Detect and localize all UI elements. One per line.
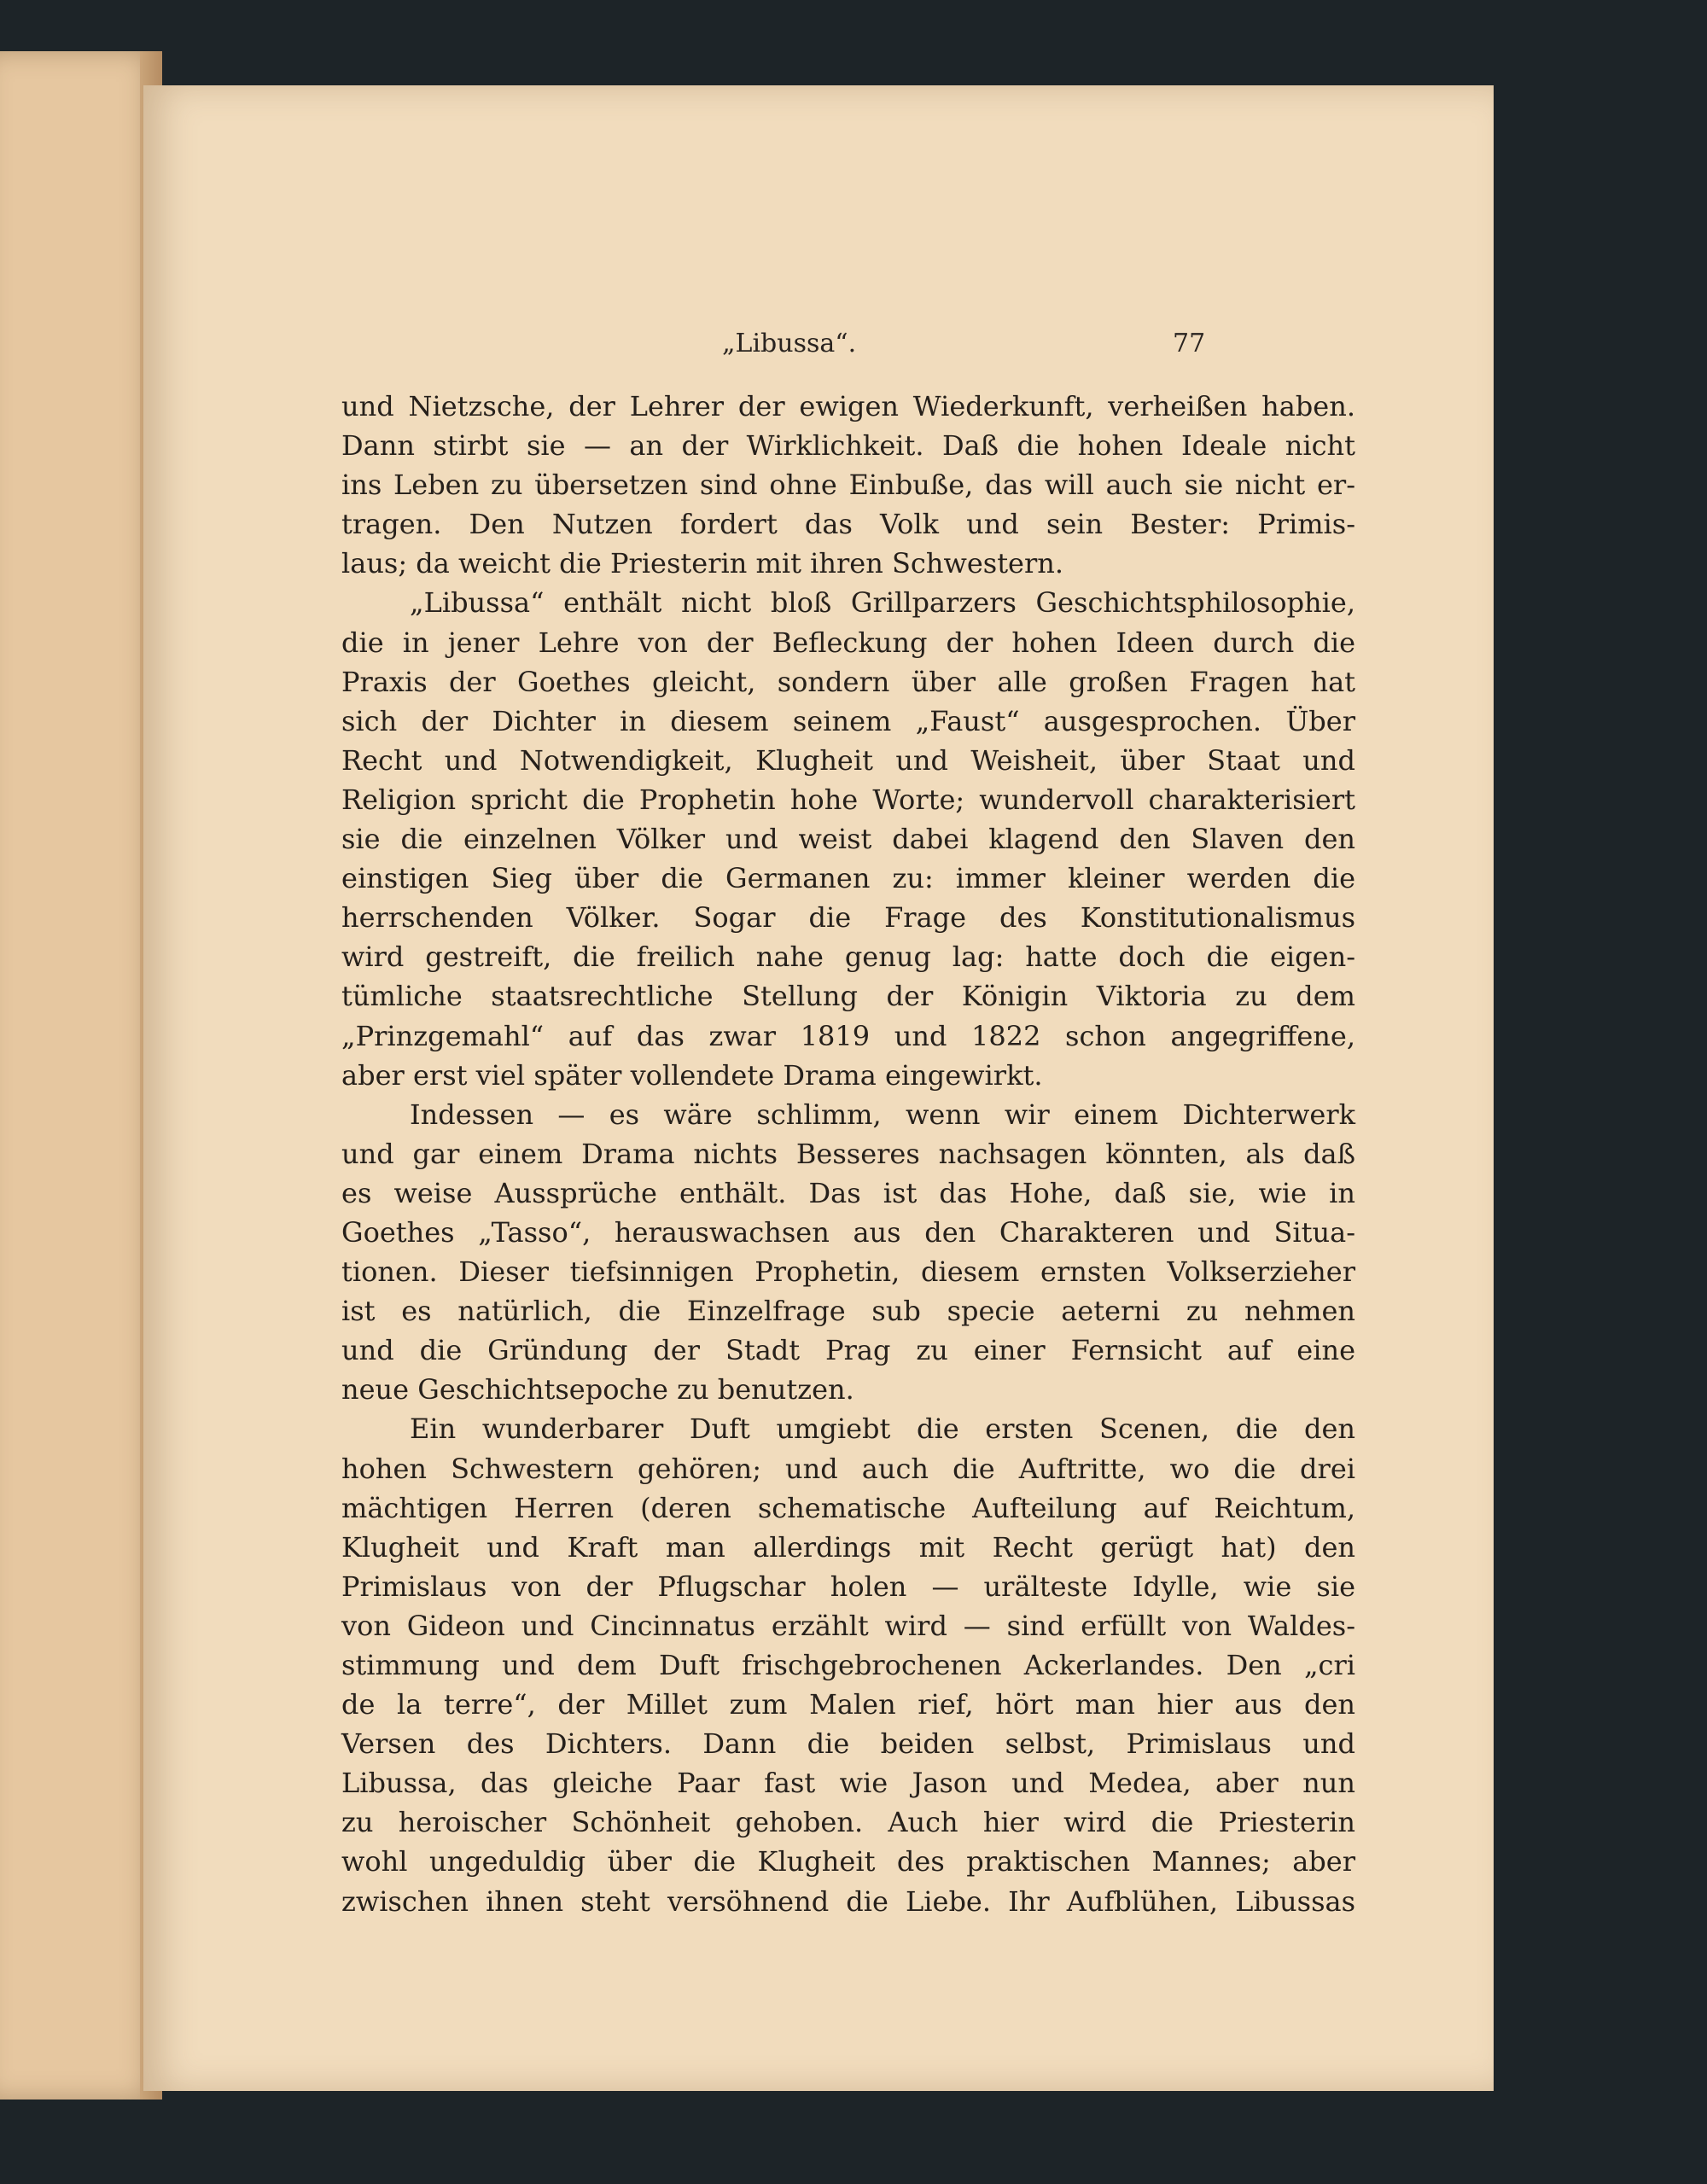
text-line: Dann stirbt sie — an der Wirklichkeit. Daß die hohen Ideale nicht xyxy=(341,429,1355,463)
paragraph-2 xyxy=(341,583,1355,1094)
text-line: Klugheit und Kraft man allerdings mit Recht gerügt hat) den xyxy=(341,1530,1355,1564)
text-line: Ein wunderbarer Duft umgiebt die ersten Scenen, die den xyxy=(410,1412,1355,1446)
page-number: 77 xyxy=(1173,329,1206,358)
text-line: Religion spricht die Prophetin hohe Worte; wundervoll charakterisiert xyxy=(341,783,1355,816)
text-line: neue Geschichtsepoche zu benutzen. xyxy=(341,1373,854,1406)
text-line: ist es natürlich, die Einzelfrage sub specie aeterni zu nehmen xyxy=(341,1295,1355,1328)
paragraph-1 xyxy=(341,387,1355,583)
body-text xyxy=(341,387,1355,1921)
running-title: „Libussa“. xyxy=(722,329,857,358)
text-line: Versen des Dichters. Dann die beiden selbst, Primislaus und xyxy=(341,1727,1355,1761)
text-line: wird gestreift, die freilich nahe genug lag: hatte doch die eigen- xyxy=(341,941,1355,974)
text-line: von Gideon und Cincinnatus erzählt wird — sind erfüllt von Waldes- xyxy=(341,1609,1355,1642)
text-line: de la terre“, der Millet zum Malen rief, hört man hier aus den xyxy=(341,1688,1355,1721)
book-page xyxy=(143,85,1494,2091)
text-line: wohl ungeduldig über die Klugheit des praktischen Mannes; aber xyxy=(341,1845,1355,1878)
text-line: Recht und Notwendigkeit, Klugheit und Weisheit, über Staat und xyxy=(341,743,1355,777)
text-line: „Libussa“ enthält nicht bloß Grillparzers Geschichtsphilosophie, xyxy=(410,586,1355,620)
text-line: die in jener Lehre von der Befleckung der hohen Ideen durch die xyxy=(341,626,1355,659)
text-line: aber erst viel später vollendete Drama eingewirkt. xyxy=(341,1058,1043,1092)
text-line: ins Leben zu übersetzen sind ohne Einbuße, das will auch sie nicht er- xyxy=(341,469,1355,502)
text-line: Goethes „Tasso“, herauswachsen aus den Charakteren und Situa- xyxy=(341,1215,1355,1249)
text-line: und Nietzsche, der Lehrer der ewigen Wiederkunft, verheißen haben. xyxy=(341,390,1355,422)
page-header xyxy=(143,329,1494,363)
text-line: tionen. Dieser tiefsinnigen Prophetin, diesem ernsten Volkserzieher xyxy=(341,1255,1355,1289)
text-line: Primislaus von der Pflugschar holen — urälteste Idylle, wie sie xyxy=(341,1570,1355,1603)
text-line: herrschenden Völker. Sogar die Frage des Konstitutionalismus xyxy=(341,901,1355,935)
previous-page-edge xyxy=(0,51,162,2100)
text-line: stimmung und dem Duft frischgebrochenen Ackerlandes. Den „cri xyxy=(341,1649,1355,1681)
text-line: Praxis der Goethes gleicht, sondern über alle großen Fragen hat xyxy=(341,665,1355,698)
text-line: sie die einzelnen Völker und weist dabei klagend den Slaven den xyxy=(341,823,1355,856)
text-line: tragen. Den Nutzen fordert das Volk und sein Bester: Primis- xyxy=(341,508,1355,541)
text-line: es weise Aussprüche enthält. Das ist das Hohe, daß sie, wie in xyxy=(341,1176,1355,1209)
paragraph-3 xyxy=(341,1095,1355,1410)
text-line: einstigen Sieg über die Germanen zu: immer kleiner werden die xyxy=(341,862,1355,895)
text-line: sich der Dichter in diesem seinem „Faust“ ausgesprochen. Über xyxy=(341,704,1355,737)
text-line: zwischen ihnen steht versöhnend die Liebe. Ihr Aufblühen, Libussas xyxy=(341,1884,1355,1918)
text-line: hohen Schwestern gehören; und auch die Auftritte, wo die drei xyxy=(341,1452,1355,1485)
text-line: tümliche staatsrechtliche Stellung der Königin Viktoria zu dem xyxy=(341,980,1355,1013)
text-line: Libussa, das gleiche Paar fast wie Jason und Medea, aber nun xyxy=(341,1767,1355,1800)
text-line: und gar einem Drama nichts Besseres nachsagen könnten, als daß xyxy=(341,1137,1355,1170)
text-line: zu heroischer Schönheit gehoben. Auch hier wird die Priesterin xyxy=(341,1806,1355,1839)
text-line: „Prinzgemahl“ auf das zwar 1819 und 1822 schon angegriffene, xyxy=(341,1019,1355,1052)
text-line: Indessen — es wäre schlimm, wenn wir einem Dichterwerk xyxy=(410,1098,1355,1131)
paragraph-4 xyxy=(341,1409,1355,1920)
text-line: und die Gründung der Stadt Prag zu einer Fernsicht auf eine xyxy=(341,1334,1355,1367)
text-line: mächtigen Herren (deren schematische Aufteilung auf Reichtum, xyxy=(341,1491,1355,1524)
text-line: laus; da weicht die Priesterin mit ihren Schwestern. xyxy=(341,547,1064,580)
